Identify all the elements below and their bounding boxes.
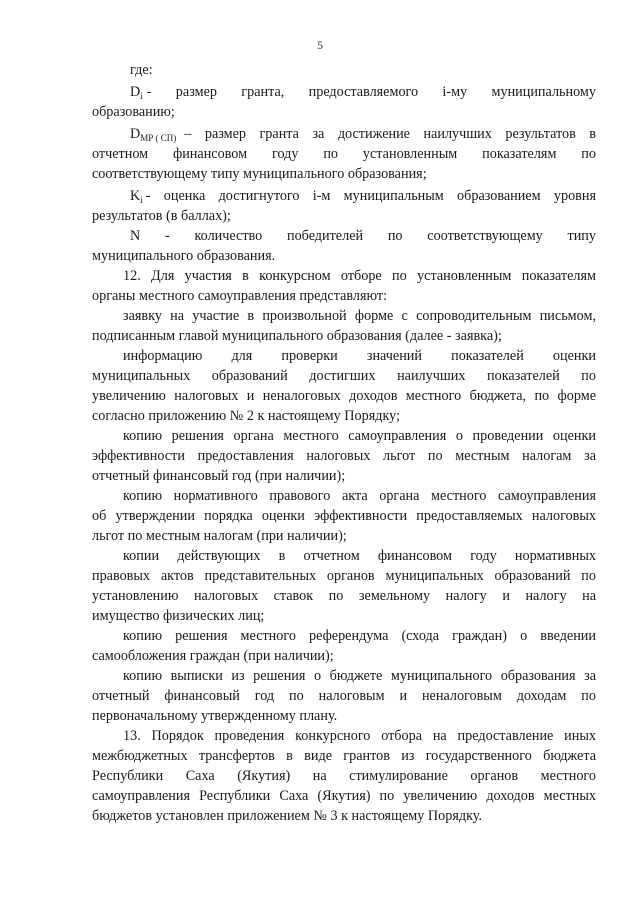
text-line: правовых актов представительных органов муниципальных образований по bbox=[92, 568, 596, 584]
text-line: N - количество победителей по соответствующему типу bbox=[130, 228, 596, 244]
symbol: D bbox=[130, 126, 141, 142]
definition-text: - размер гранта, предоставляемого i-му муниципальному bbox=[146, 84, 596, 100]
text-line: копию выписки из решения о бюджете муниципального образования за bbox=[123, 668, 596, 684]
text-line: установлению налоговых ставок по земельному налогу и налогу на bbox=[92, 588, 596, 604]
text-line: имущество физических лиц; bbox=[92, 608, 265, 624]
text-line: копии действующих в отчетном финансовом году нормативных bbox=[123, 548, 596, 564]
text-line: бюджетов установлен приложением № 3 к настоящему Порядку. bbox=[92, 808, 483, 824]
symbol: K bbox=[130, 188, 141, 204]
subscript: i bbox=[140, 91, 143, 101]
text-line: образованию; bbox=[92, 104, 175, 120]
text-line: самообложения граждан (при наличии); bbox=[92, 648, 334, 664]
subscript: МР ( СП) bbox=[140, 133, 177, 143]
definition-text: – размер гранта за достижение наилучших результатов в bbox=[184, 126, 596, 142]
text-line: самоуправления Республики Саха (Якутия) по увеличению доходов местных bbox=[92, 788, 596, 804]
text-line: согласно приложению № 2 к настоящему Порядку; bbox=[92, 408, 401, 424]
text-line: копию решения органа местного самоуправления о проведении оценки bbox=[123, 428, 596, 444]
symbol: D bbox=[130, 84, 141, 100]
text-line: отчетный финансовый год (при наличии); bbox=[92, 468, 346, 484]
text-line: льгот по местным налогам (при наличии); bbox=[92, 528, 347, 544]
formula-definition-line bbox=[130, 82, 596, 102]
text-line: копию нормативного правового акта органа местного самоуправления bbox=[123, 488, 596, 504]
text-line: об утверждении порядка оценки эффективности предоставляемых налоговых bbox=[92, 508, 596, 524]
text-line: результатов (в баллах); bbox=[92, 208, 231, 224]
text-line: эффективности предоставления налоговых льгот по местным налогам за bbox=[92, 448, 596, 464]
text-line: межбюджетных трансфертов в виде грантов из государственного бюджета bbox=[92, 748, 596, 764]
text-line: соответствующему типу муниципального образования; bbox=[92, 166, 427, 182]
definition-text: - оценка достигнутого i-м муниципальным образованием уровня bbox=[145, 188, 596, 204]
paragraph-12-start: 12. Для участия в конкурсном отборе по установленным показателям bbox=[123, 268, 596, 284]
text-line: муниципальных образований достигших наилучших показателей по bbox=[92, 368, 596, 384]
page-number: 5 bbox=[317, 38, 323, 52]
text-line: отчетном финансовом году по установленным показателям по bbox=[92, 146, 596, 162]
text-line: заявку на участие в произвольной форме с сопроводительным письмом, bbox=[123, 308, 596, 324]
text-line: отчетный финансовый год по налоговым и неналоговым доходам по bbox=[92, 688, 596, 704]
text-line: где: bbox=[130, 62, 153, 78]
text-line: муниципального образования. bbox=[92, 248, 276, 264]
text-line: Республики Саха (Якутия) на стимулирование органов местного bbox=[92, 768, 596, 784]
text-line: органы местного самоуправления представляют: bbox=[92, 288, 388, 304]
text-line: информацию для проверки значений показателей оценки bbox=[123, 348, 596, 364]
subscript: i bbox=[140, 195, 143, 205]
formula-definition-line bbox=[130, 124, 596, 144]
text-line: увеличению налоговых и неналоговых доходов местного бюджета, по форме bbox=[92, 388, 596, 404]
formula-definition-line bbox=[130, 186, 596, 206]
text-line: подписанным главой муниципального образования (далее - заявка); bbox=[92, 328, 502, 344]
text-line: копию решения местного референдума (схода граждан) о введении bbox=[123, 628, 596, 644]
text-line: первоначальному утвержденному плану. bbox=[92, 708, 338, 724]
paragraph-13-start: 13. Порядок проведения конкурсного отбора на предоставление иных bbox=[123, 728, 596, 744]
